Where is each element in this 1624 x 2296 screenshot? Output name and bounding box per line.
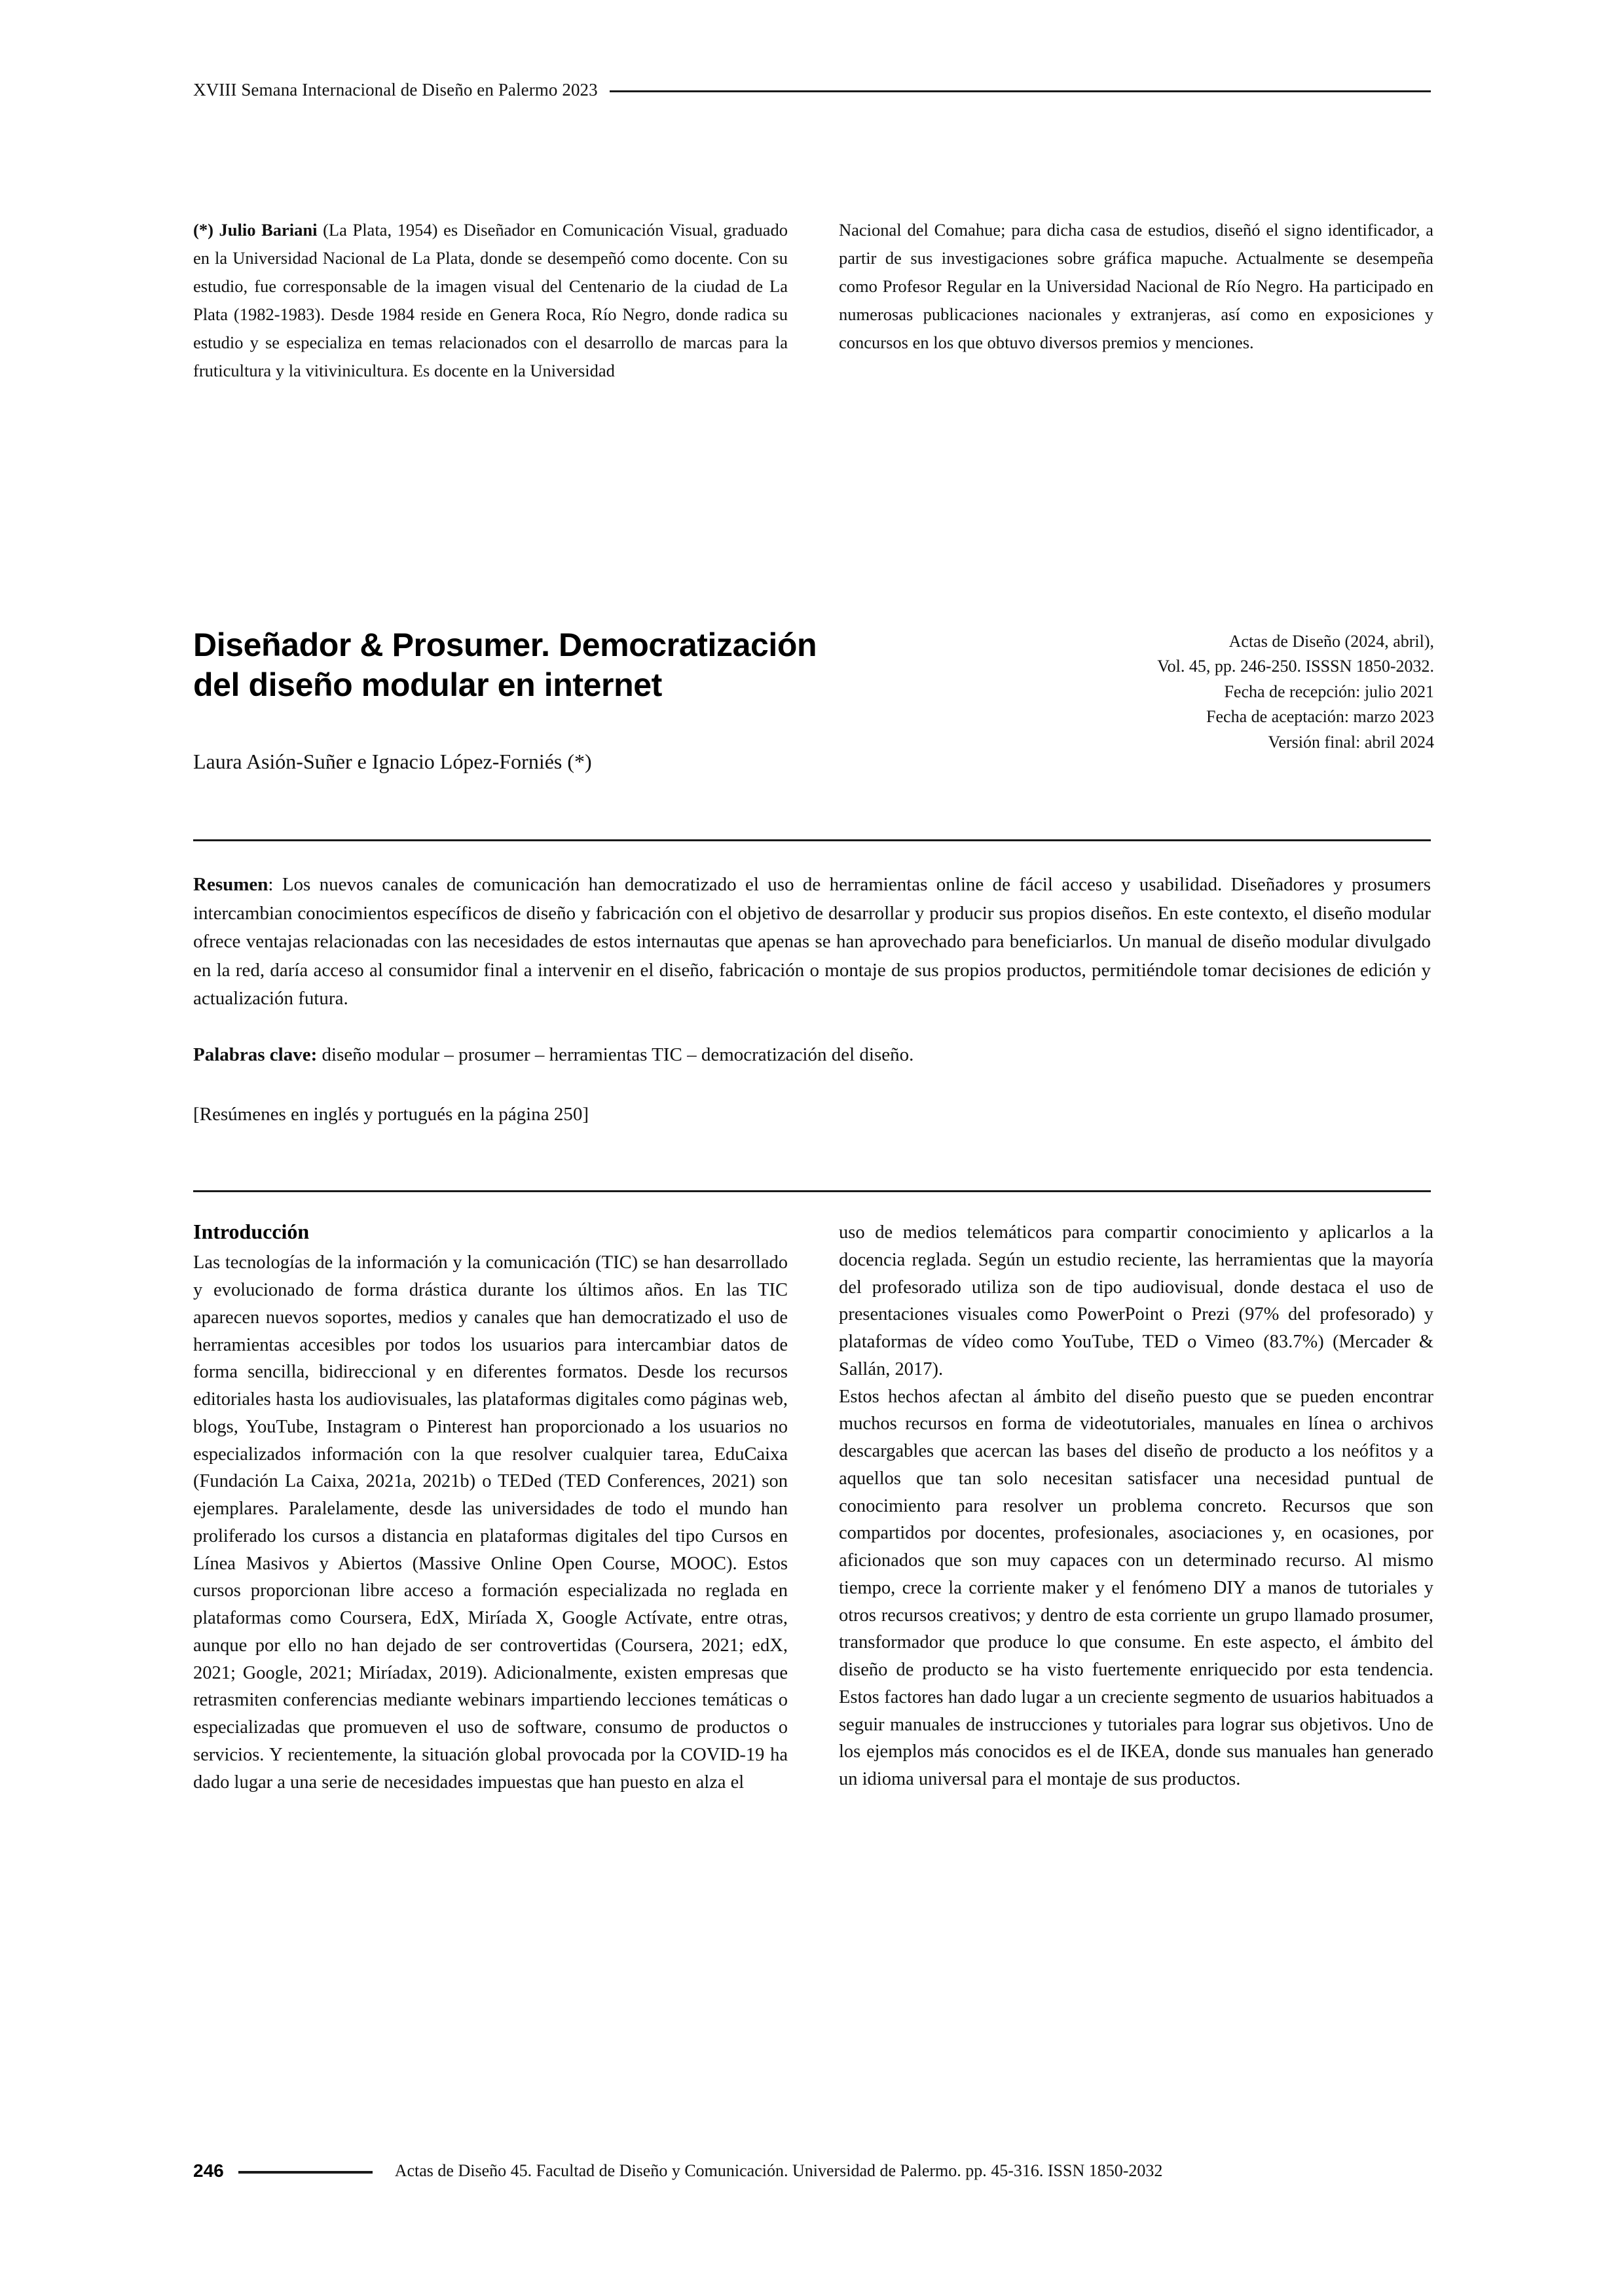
body-columns <box>193 1219 1434 1796</box>
page-footer <box>193 2160 1431 2181</box>
body-paragraph-left: Las tecnologías de la información y la comunicación (TIC) se han desarrollado y evolucionado de forma drástica durante los últimos años. En las TIC aparecen nuevos soportes, medios y canales que han democratizado el uso de herramientas accesibles por todos los usuarios para intercambiar datos de forma sencilla, bidireccional y en diferentes formatos. Desde los recursos editoriales hasta los audiovisuales, las plataformas digitales como páginas web, blogs, YouTube, Instagram o Pinterest han proporcionado a los usuarios no especializados información con la que resolver cualquier tarea, EduCaixa (Fundación La Caixa, 2021a, 2021b) o TEDed (TED Conferences, 2021) son ejemplares. Paralelamente, desde las universidades de todo el mundo han proliferado los cursos a distancia en plataformas digitales del tipo Cursos en Línea Masivos y Abiertos (Massive Online Open Course, MOOC). Estos cursos proporcionan libre acceso a formación especializada no reglada en plataformas como Coursera, EdX, Miríada X, Google Actívate, entre otras, aunque por ello no han dejado de ser controvertidas (Coursera, 2021; edX, 2021; Google, 2021; Miríadax, 2019). Adicionalmente, existen empresas que retrasmiten conferencias mediante webinars impartiendo lecciones temáticas o especializadas que promueven el uso de software, consumo de productos o servicios. Y recientemente, la situación global provocada por la COVID-19 ha dado lugar a una serie de necesidades impuestas que han puesto en alza el <box>193 1252 788 1793</box>
section-heading-introduccion: Introducción <box>193 1220 310 1243</box>
running-head-text: XVIII Semana Internacional de Diseño en Palermo 2023 <box>193 80 598 100</box>
abstract-label: Resumen <box>193 874 268 895</box>
page-number: 246 <box>193 2160 224 2181</box>
abstract-top-rule <box>193 839 1431 841</box>
article-authors: Laura Asión-Suñer e Ignacio López-Forniés (*) <box>193 750 592 773</box>
abstract-paragraph <box>193 871 1431 1013</box>
footer-rule <box>238 2171 373 2174</box>
author-bio-marker: (*) <box>193 220 213 240</box>
abstract-language-note: [Resúmenes en inglés y portugués en la página 250] <box>193 1104 589 1125</box>
publication-info-line-1: Actas de Diseño (2024, abril), <box>1228 632 1434 651</box>
title-block <box>193 625 1434 776</box>
abstract-bottom-rule <box>193 1190 1431 1192</box>
running-head <box>193 80 1431 100</box>
publication-info-line-2: Vol. 45, pp. 246-250. ISSSN 1850-2032. <box>1157 657 1434 676</box>
keywords-text: diseño modular – prosumer – herramientas TIC – democratización del diseño. <box>317 1044 914 1065</box>
article-title: Diseñador & Prosumer. Democratización del diseño modular en internet <box>193 627 817 703</box>
author-bio-column-left <box>193 216 788 385</box>
body-paragraph-right-2: Estos hechos afectan al ámbito del diseño puesto que se pueden encontrar muchos recursos en forma de videotutoriales, manuales en línea o archivos descargables que acercan las bases del diseño de producto a los neófitos y a aquellos que tan solo necesitan satisfacer una necesidad puntual de conocimiento para resolver un problema concreto. Recursos que son compartidos por docentes, profesionales, asociaciones y, en ocasiones, por aficionados que son muy capaces con un determinado recurso. Al mismo tiempo, crece la corriente maker y el fenómeno DIY a manos de tutoriales y otros recursos creativos; y dentro de esta corriente un grupo llamado prosumer, transformador que produce lo que consume. En este aspecto, el ámbito del diseño de producto se ha visto fuertemente enriquecido por esta tendencia. Estos factores han dado lugar a un creciente segmento de usuarios habituados a seguir manuales de instrucciones y tutoriales para lograr sus objetivos. Uno de los ejemplos más conocidos es el de IKEA, donde sus manuales han generado un idioma universal para el montaje de sus productos. <box>839 1386 1433 1789</box>
publication-info-line-3: Fecha de recepción: julio 2021 <box>1224 682 1434 701</box>
running-head-rule <box>610 90 1431 92</box>
body-paragraph-right-1: uso de medios telemáticos para compartir conocimiento y aplicarlos a la docencia reglada. Según un estudio reciente, las herramientas que la mayoría del profesorado utiliza son de tipo audiovisual, donde destaca el uso de presentaciones visuales como PowerPoint o Prezi (97% del profesorado) y plataformas de vídeo como YouTube, TED o Vimeo (83.7%) (Mercader & Sallán, 2017). <box>839 1222 1433 1379</box>
author-bio-name: Julio Bariani <box>219 220 318 240</box>
author-bio-text-left: (La Plata, 1954) es Diseñador en Comunicación Visual, graduado en la Universidad Nacional de La Plata, donde se desempeñó como docente. Con su estudio, fue corresponsable de la imagen visual del Centenario de la ciudad de La Plata (1982-1983). Desde 1984 reside en Genera Roca, Río Negro, donde radica su estudio y se especializa en temas relacionados con el desarrollo de marcas para la fruticultura y la vitivinicultura. Es docente en la Universidad <box>193 220 788 380</box>
publication-info-line-5: Versión final: abril 2024 <box>1268 732 1434 752</box>
abstract-text: : Los nuevos canales de comunicación han democratizado el uso de herramientas online de fácil acceso y usabilidad. Diseñadores y prosumers intercambian conocimientos específicos de diseño y fabricación con el objetivo de desarrollar y producir sus propios diseños. En este contexto, el diseño modular ofrece ventajas relacionadas con las necesidades de estos internautas que apenas se han aprovechado para beneficiarlos. Un manual de diseño modular divulgado en la red, daría acceso al consumidor final a intervenir en el diseño, fabricación o montaje de sus propios productos, permitiéndole tomar decisiones de edición y actualización futura. <box>193 874 1431 1009</box>
keywords-label: Palabras clave: <box>193 1044 318 1065</box>
body-column-left <box>193 1219 788 1796</box>
title-left-group <box>193 625 848 776</box>
publication-info <box>976 625 1434 755</box>
footer-citation: Actas de Diseño 45. Facultad de Diseño y Comunicación. Universidad de Palermo. pp. 45-316. ISSN 1850-2032 <box>394 2161 1163 2180</box>
body-column-right <box>839 1219 1433 1796</box>
keywords-paragraph <box>193 1041 1431 1070</box>
author-bio-column-right: Nacional del Comahue; para dicha casa de estudios, diseñó el signo identificador, a partir de sus investigaciones sobre gráfica mapuche. Actualmente se desempeña como Profesor Regular en la Universidad Nacional de Río Negro. Ha participado en numerosas publicaciones nacionales y extranjeras, así como en exposiciones y concursos en los que obtuvo diversos premios y menciones. <box>839 220 1433 352</box>
abstract-block <box>193 871 1431 1129</box>
publication-info-line-4: Fecha de aceptación: marzo 2023 <box>1206 707 1434 727</box>
author-bio-block <box>193 216 1434 385</box>
